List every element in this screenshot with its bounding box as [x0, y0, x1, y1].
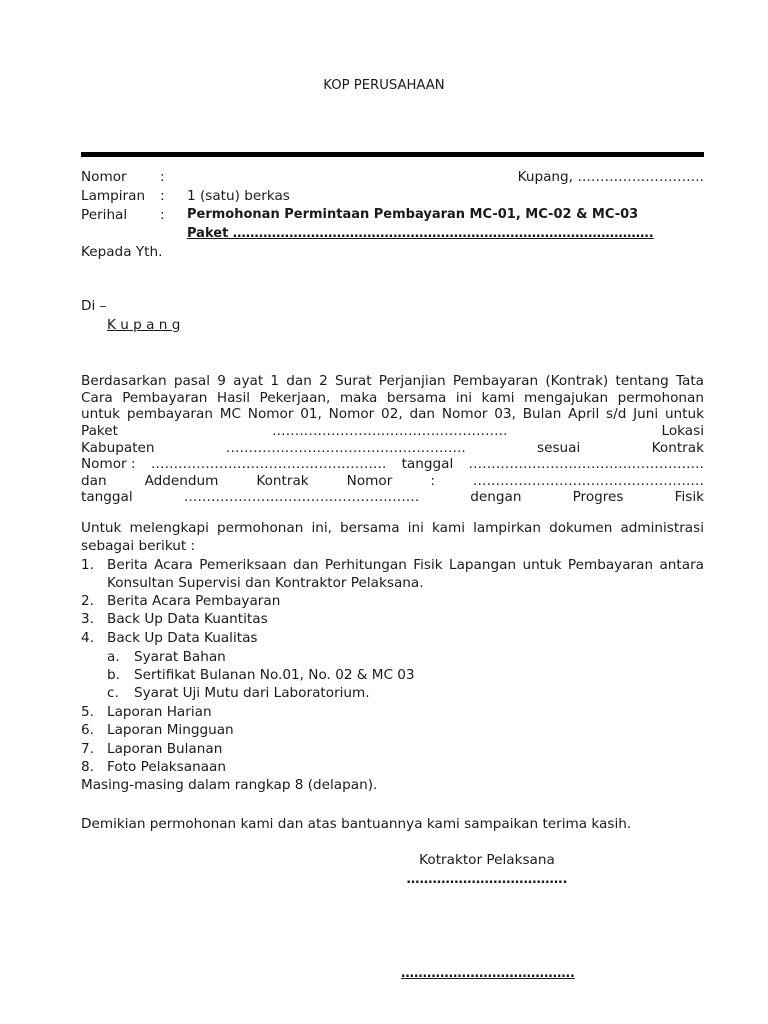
para2-line1-text: Untuk melengkapi permohonan ini, bersama ini kami lampirkan dokumen administrasi	[81, 520, 704, 536]
list-item-number: 2.	[81, 593, 94, 609]
nomor-colon: :	[160, 169, 165, 185]
para1-line3-text: untuk pembayaran MC Nomor 01, Nomor 02, dan Nomor 03, Bulan April s/d Juni untuk	[81, 406, 704, 422]
lampiran-label: Lampiran	[81, 188, 146, 204]
para2-line2: sebagai berikut :	[81, 538, 196, 554]
row-word: Nomor	[346, 473, 393, 489]
perihal-paket: Paket …………………………………………………………………………………….	[187, 226, 654, 241]
row-word: Kontrak	[256, 473, 309, 489]
row-word: Kabupaten	[81, 440, 155, 456]
list-item-continuation: Konsultan Supervisi dan Kontraktor Pelaksana.	[107, 575, 424, 591]
row-word: …………………………………………….	[272, 423, 508, 439]
para2-line1	[81, 520, 704, 536]
row-word: Kontrak	[651, 440, 704, 456]
sublist-item: Syarat Bahan	[134, 649, 226, 665]
para1-line2-text: Cara Pembayaran Hasil Pekerjaan, maka bersama ini kami mengajukan permohonan	[81, 390, 704, 406]
para1-row-paket	[81, 423, 704, 439]
copies-note: Masing-masing dalam rangkap 8 (delapan).	[81, 777, 378, 793]
list-item	[107, 557, 704, 573]
list-item-number: 5.	[81, 704, 94, 720]
list-item-number: 6.	[81, 722, 94, 738]
sublist-letter: b.	[107, 667, 120, 683]
perihal-subject: Permohonan Permintaan Pembayaran MC-01, MC-02 & MC-03	[187, 207, 639, 222]
list-item: Berita Acara Pembayaran	[107, 593, 281, 609]
sublist-letter: a.	[107, 649, 120, 665]
list-item: Back Up Data Kualitas	[107, 630, 258, 646]
row-word: …………………………………………….	[183, 489, 420, 505]
row-word: Addendum	[144, 473, 219, 489]
signature-name-line: ………………………………….	[401, 966, 575, 981]
row-word: Lokasi	[661, 423, 704, 439]
para1-row-addendum	[81, 473, 704, 489]
row-word: dengan	[470, 489, 522, 505]
row-word: tanggal	[81, 489, 133, 505]
list-item: Laporan Bulanan	[107, 741, 223, 757]
lampiran-value: 1 (satu) berkas	[187, 188, 290, 204]
row-word: ……………………………………………..	[225, 440, 466, 456]
list-item-number: 1.	[81, 557, 94, 573]
signature-company-line: ……………………………….	[406, 872, 568, 887]
row-word: ……………………………………………	[472, 473, 704, 489]
place-date: Kupang, ……………………….	[517, 169, 704, 185]
para1-line2	[81, 390, 704, 406]
lampiran-colon: :	[160, 188, 165, 204]
list-item: Laporan Harian	[107, 704, 212, 720]
list-item-number: 3.	[81, 611, 94, 627]
row-word: Fisik	[674, 489, 704, 505]
row-word: :	[430, 473, 435, 489]
row-word: Progres	[572, 489, 624, 505]
list-item: Back Up Data Kuantitas	[107, 611, 268, 627]
sublist-item: Syarat Uji Mutu dari Laboratorium.	[134, 685, 370, 701]
letterhead-title: KOP PERUSAHAAN	[323, 78, 445, 93]
row-word: Paket	[81, 423, 118, 439]
perihal-colon: :	[160, 207, 165, 223]
letterhead-divider	[81, 152, 704, 157]
para1-row-tanggal	[81, 489, 704, 505]
para1-row-nomor	[81, 456, 704, 472]
list-item-text: Berita Acara Pemeriksaan dan Perhitungan Fisik Lapangan untuk Pembayaran antara	[107, 557, 704, 573]
para1-line3	[81, 406, 704, 422]
list-item: Foto Pelaksanaan	[107, 759, 226, 775]
list-item-number: 7.	[81, 741, 94, 757]
closing-sentence: Demikian permohonan kami dan atas bantuannya kami sampaikan terima kasih.	[81, 816, 632, 832]
para1-row-kabupaten	[81, 440, 704, 456]
para1-line1	[81, 373, 704, 389]
addressee-di: Di –	[81, 298, 107, 314]
perihal-label: Perihal	[81, 207, 128, 223]
row-word: …………………………………………….	[468, 456, 704, 472]
row-word: …………………………………………….	[150, 456, 387, 472]
row-word: tanggal	[401, 456, 454, 472]
sublist-item: Sertifikat Bulanan No.01, No. 02 & MC 03	[134, 667, 415, 683]
addressee-city: K u p a n g	[107, 317, 181, 333]
list-item: Laporan Mingguan	[107, 722, 234, 738]
row-word: sesuai	[537, 440, 581, 456]
addressee-kepada: Kepada Yth.	[81, 244, 163, 260]
row-word: dan	[81, 473, 107, 489]
list-item-number: 4.	[81, 630, 94, 646]
nomor-label: Nomor	[81, 169, 127, 185]
row-word: Nomor :	[81, 456, 136, 472]
sublist-letter: c.	[107, 685, 119, 701]
para1-line1-text: Berdasarkan pasal 9 ayat 1 dan 2 Surat Perjanjian Pembayaran (Kontrak) tentang Tata	[81, 373, 704, 389]
signature-role: Kotraktor Pelaksana	[419, 852, 555, 868]
list-item-number: 8.	[81, 759, 94, 775]
